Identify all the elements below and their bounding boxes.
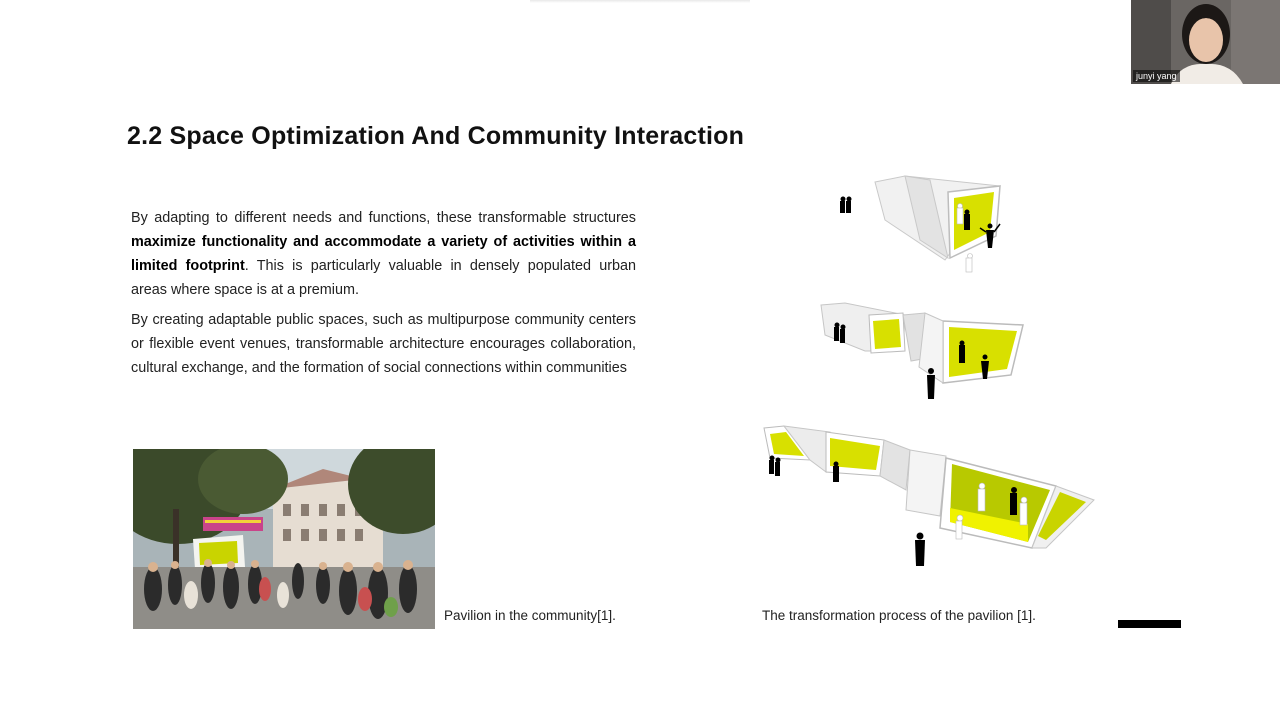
paragraph-1-text-b: . This is particularly valuable in densely populated urban areas where space is at a premium.: [131, 258, 636, 298]
pavilion-diagram-stage-2: [815, 295, 1030, 405]
pavilion-photo: [133, 449, 435, 629]
photo-caption: Pavilion in the community[1].: [444, 608, 616, 623]
paragraph-1-bold: maximize functionality and accommodate a variety of activities within a limited footprint: [131, 234, 636, 274]
pavilion-diagram-stage-3-image: [760, 420, 1100, 570]
pavilion-diagram-stage-2-image: [815, 295, 1030, 405]
paragraph-2: By creating adaptable public spaces, such as multipurpose community centers or flexible event venues, transformable architecture encourages collaboration, cultural exchange, and the formation of social connections within communities: [131, 312, 636, 376]
pavilion-diagram-stage-3: [760, 420, 1100, 570]
paragraph-1-text-a: By adapting to different needs and functions, these transformable structures: [131, 210, 636, 226]
slide-title: 2.2 Space Optimization And Community Interaction: [127, 122, 745, 150]
pavilion-diagram-stage-1: [830, 170, 1020, 280]
pavilion-photo-image: [133, 449, 435, 629]
participant-name-label: junyi yang: [1133, 70, 1180, 82]
top-edge-shadow: [530, 0, 750, 3]
slide-decor-bar: [1118, 620, 1181, 628]
pavilion-diagram-stage-1-image: [830, 170, 1020, 280]
slide-body: [131, 206, 636, 386]
paragraph-1: [131, 206, 636, 302]
diagram-caption: The transformation process of the pavilion [1].: [762, 608, 1036, 623]
